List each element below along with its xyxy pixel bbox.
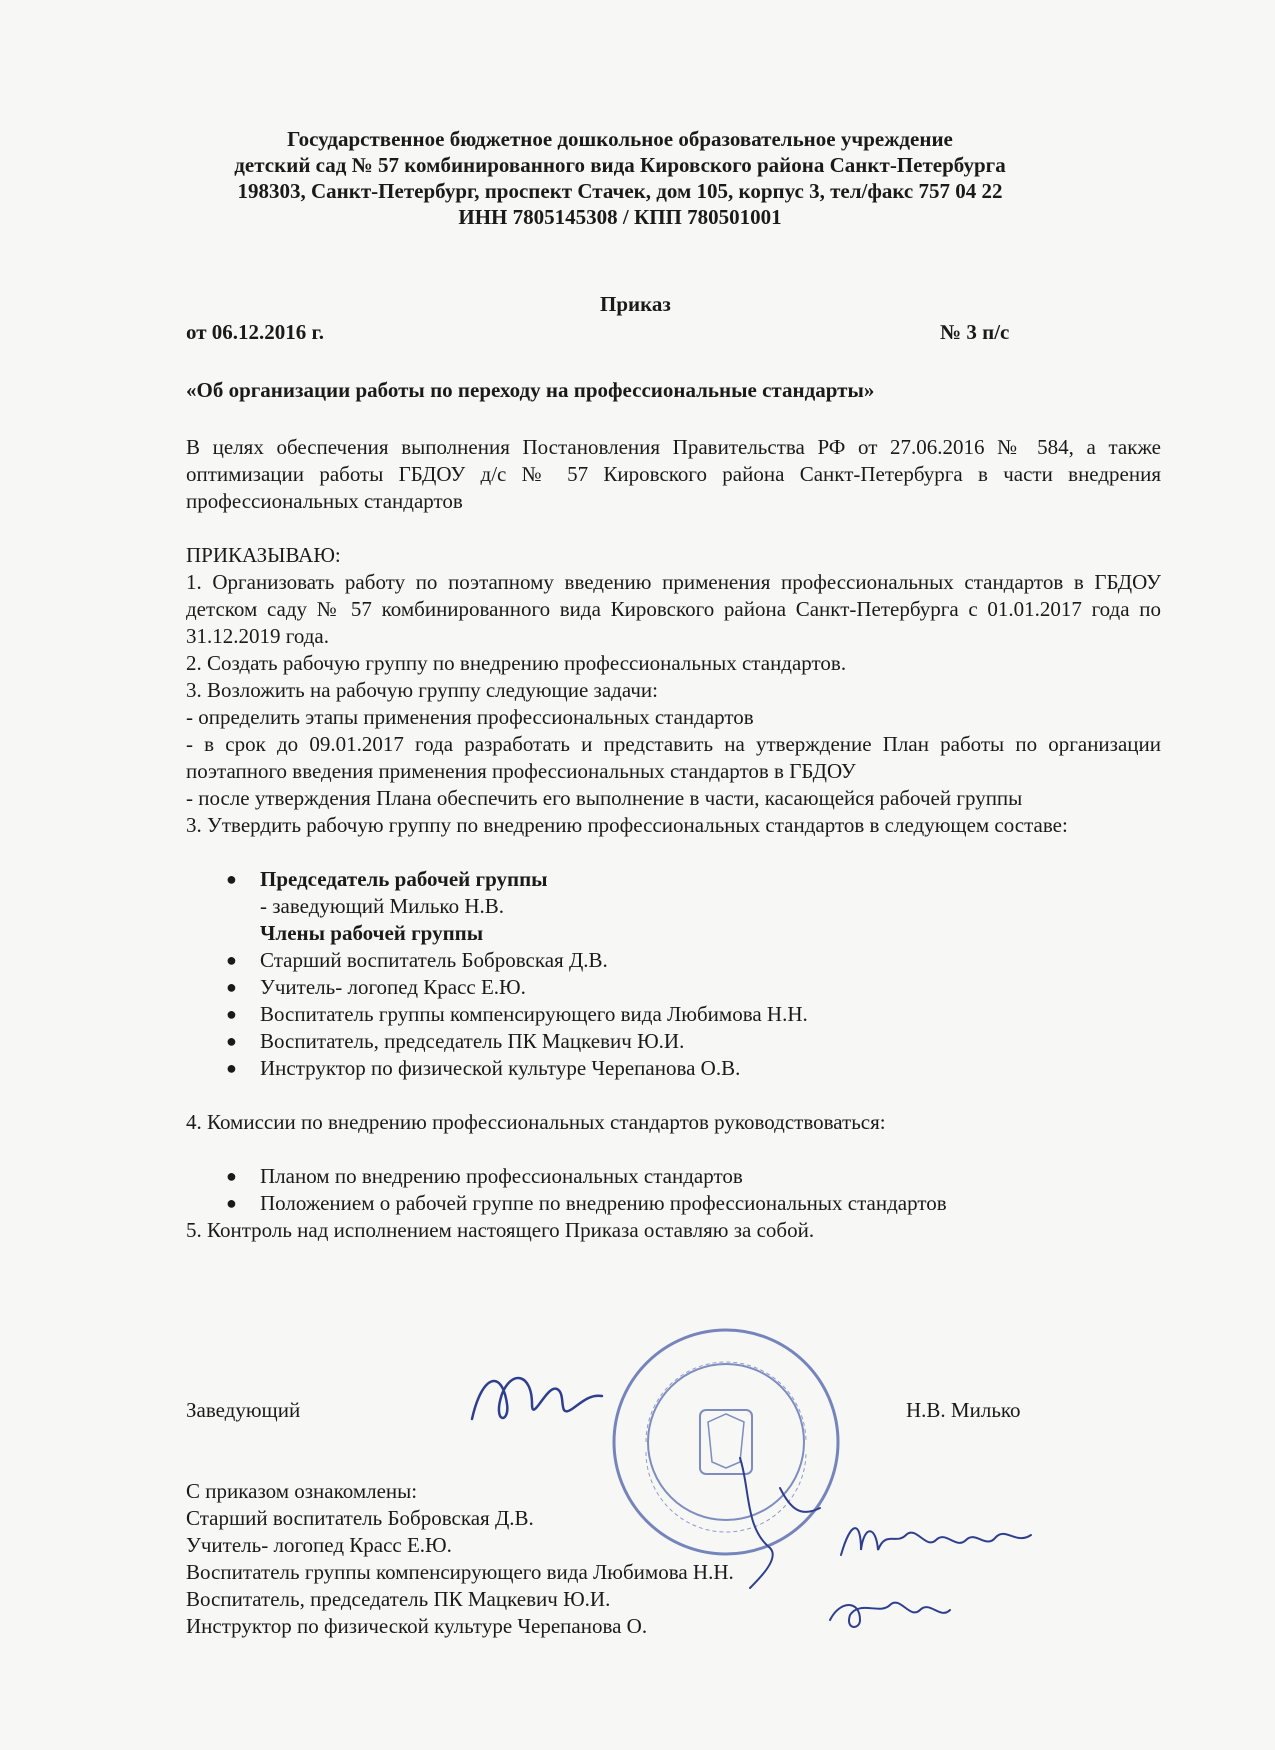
ack-person: Воспитатель группы компенсирующего вида Любимова Н.Н. (186, 1560, 734, 1584)
bullet-icon: ● (226, 869, 237, 889)
ack-signature-icon (820, 1580, 960, 1640)
letterhead-line-2: детский сад № 57 комбинированного вида Кировского района Санкт-Петербурга (234, 153, 1006, 177)
list-item (186, 1190, 1161, 1217)
order-date: от 06.12.2016 г. (186, 320, 324, 344)
list-item (186, 947, 1161, 974)
members-label: Члены рабочей группы (260, 921, 484, 945)
list-item (186, 974, 1161, 1001)
director-signature-icon (462, 1364, 612, 1434)
member-2: Учитель- логопед Красс Е.Ю. (260, 975, 526, 999)
member-5: Инструктор по физической культуре Черепанова О.В. (260, 1056, 741, 1080)
ack-person: Старший воспитатель Бобровская Д.В. (186, 1506, 534, 1530)
bullet-icon: ● (226, 1193, 237, 1213)
chair-label: Председатель рабочей группы (260, 867, 548, 891)
chair-name: - заведующий Милько Н.В. (260, 894, 504, 918)
bullet-icon: ● (226, 1166, 237, 1186)
guide-1: Планом по внедрению профессиональных стандартов (260, 1164, 743, 1188)
letterhead (180, 126, 1060, 230)
item-3: 3. Возложить на рабочую группу следующие задачи: (186, 678, 658, 702)
signature-role: Заведующий (186, 1398, 301, 1422)
task-1: - определить этапы применения профессиональных стандартов (186, 705, 754, 729)
task-3: - после утверждения Плана обеспечить его выполнение в части, касающейся рабочей группы (186, 786, 1023, 810)
ack-title: С приказом ознакомлены: (186, 1479, 418, 1503)
guide-2: Положением о рабочей группе по внедрению профессиональных стандартов (260, 1191, 947, 1215)
list-item (186, 1163, 1161, 1190)
order-title: Приказ (600, 292, 671, 316)
list-item (186, 920, 1161, 947)
bullet-icon: ● (226, 977, 237, 997)
ack-person: Инструктор по физической культуре Черепанова О. (186, 1614, 648, 1638)
item-5: 5. Контроль над исполнением настоящего Приказа оставляю за собой. (186, 1218, 815, 1242)
signature-name: Н.В. Милько (906, 1398, 1021, 1422)
order-subject: «Об организации работы по переходу на профессиональные стандарты» (186, 378, 875, 402)
bullet-icon: ● (226, 1058, 237, 1078)
task-2: - в срок до 09.01.2017 года разработать и представить на утверждение План работы по организации поэтапного введения применения профессиональных стандартов в ГБДОУ (186, 732, 1161, 783)
ack-signature-icon (720, 1448, 840, 1598)
ack-signature-icon (836, 1515, 1036, 1565)
working-group-list (186, 866, 1161, 1082)
bullet-icon: ● (226, 950, 237, 970)
member-3: Воспитатель группы компенсирующего вида Любимова Н.Н. (260, 1002, 808, 1026)
list-item (186, 1001, 1161, 1028)
list-item (186, 866, 1161, 893)
item-3b: 3. Утвердить рабочую группу по внедрению профессиональных стандартов в следующем составе: (186, 813, 1068, 837)
list-item (186, 1028, 1161, 1055)
member-4: Воспитатель, председатель ПК Мацкевич Ю.И. (260, 1029, 685, 1053)
item-1: 1. Организовать работу по поэтапному введению применения профессиональных стандартов в ГБДОУ детском саду № 57 комбинированного вида Кировского района Санкт-Петербурга с 01.01.2017 года по 31.12.2019 года. (186, 570, 1161, 648)
order-word: ПРИКАЗЫВАЮ: (186, 543, 341, 567)
intro-paragraph: В целях обеспечения выполнения Постановления Правительства РФ от 27.06.2016 № 584, а также оптимизации работы ГБДОУ д/с № 57 Кировского района Санкт-Петербурга в части внедрения профессиональных стандартов (186, 435, 1161, 513)
ack-person: Воспитатель, председатель ПК Мацкевич Ю.И. (186, 1587, 611, 1611)
item-4: 4. Комиссии по внедрению профессиональных стандартов руководствоваться: (186, 1110, 886, 1134)
acknowledgement-block (186, 1478, 734, 1640)
bullet-icon: ● (226, 1031, 237, 1051)
order-body (186, 434, 1161, 1244)
letterhead-line-1: Государственное бюджетное дошкольное образовательное учреждение (287, 127, 953, 151)
list-item (186, 1055, 1161, 1082)
bullet-icon: ● (226, 1004, 237, 1024)
ack-person: Учитель- логопед Красс Е.Ю. (186, 1533, 452, 1557)
letterhead-line-4: ИНН 7805145308 / КПП 780501001 (458, 205, 782, 229)
letterhead-line-3: 198303, Санкт-Петербург, проспект Стачек, дом 105, корпус 3, тел/факс 757 04 22 (237, 179, 1003, 203)
member-1: Старший воспитатель Бобровская Д.В. (260, 948, 608, 972)
item-2: 2. Создать рабочую группу по внедрению профессиональных стандартов. (186, 651, 847, 675)
guides-list (186, 1163, 1161, 1217)
order-number: № 3 п/с (940, 320, 1010, 344)
list-item (186, 893, 1161, 920)
